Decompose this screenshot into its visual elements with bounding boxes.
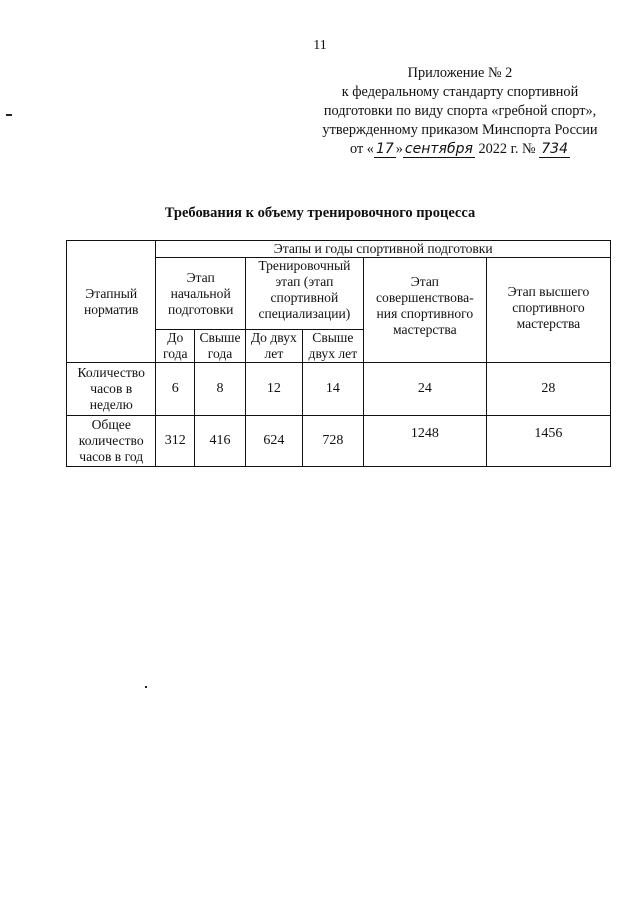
header-improvement-stage: Этап совершенствова-ния спортивного мастерства (363, 258, 486, 363)
appendix-line-2: к федеральному стандарту спортивной (341, 84, 579, 100)
header-stage-norm: Этапный норматив (67, 241, 156, 363)
cell-week-initial-up-to: 6 (156, 363, 195, 416)
cell-year-improvement: 1248 (363, 416, 486, 467)
page-number: 11 (313, 38, 327, 53)
subheader-initial-over-year: Свыше года (195, 330, 246, 363)
scan-mark (6, 114, 12, 116)
appendix-line-1: Приложение № 2 (407, 65, 513, 81)
cell-year-training-over: 728 (302, 416, 363, 467)
cell-week-training-over: 14 (302, 363, 363, 416)
cell-week-highest: 28 (486, 363, 610, 416)
appendix-line-5 (300, 140, 620, 159)
subheader-training-over-two: Свыше двух лет (302, 330, 363, 363)
handwritten-order-number: 734 (541, 141, 568, 157)
appendix-line-3: подготовки по виду спорта «гребной спорт», (323, 103, 597, 119)
handwritten-month: сентября (404, 141, 473, 157)
subheader-initial-up-to-year: До года (156, 330, 195, 363)
table-title: Требования к объему тренировочного процесса (164, 205, 476, 221)
cell-week-improvement: 24 (363, 363, 486, 416)
subheader-training-up-to-two: До двух лет (245, 330, 302, 363)
cell-year-highest: 1456 (486, 416, 610, 467)
header-initial-stage: Этап начальной подготовки (156, 258, 245, 330)
appendix-header (300, 64, 620, 159)
date-year: 2022 г. № (474, 141, 540, 157)
header-training-stage: Тренировочный этап (этап спортивной специализации) (245, 258, 363, 330)
table-row (67, 416, 611, 467)
appendix-line-4: утвержденному приказом Минспорта России (322, 122, 598, 138)
scan-dot (145, 686, 147, 688)
cell-year-training-up-to: 624 (245, 416, 302, 467)
row-label-hours-per-year: Общее количество часов в год (67, 416, 156, 467)
cell-year-initial-over: 416 (195, 416, 246, 467)
header-highest-stage: Этап высшего спортивного мастерства (486, 258, 610, 363)
date-prefix: от « (350, 141, 374, 157)
header-stages-and-years: Этапы и годы спортивной подготовки (156, 241, 611, 258)
cell-week-training-up-to: 12 (245, 363, 302, 416)
handwritten-day: 17 (375, 141, 394, 157)
cell-year-initial-up-to: 312 (156, 416, 195, 467)
row-label-hours-per-week: Количество часов в неделю (67, 363, 156, 416)
date-mid: » (395, 141, 403, 157)
table-row (67, 363, 611, 416)
requirements-table (66, 240, 611, 467)
cell-week-initial-over: 8 (195, 363, 246, 416)
